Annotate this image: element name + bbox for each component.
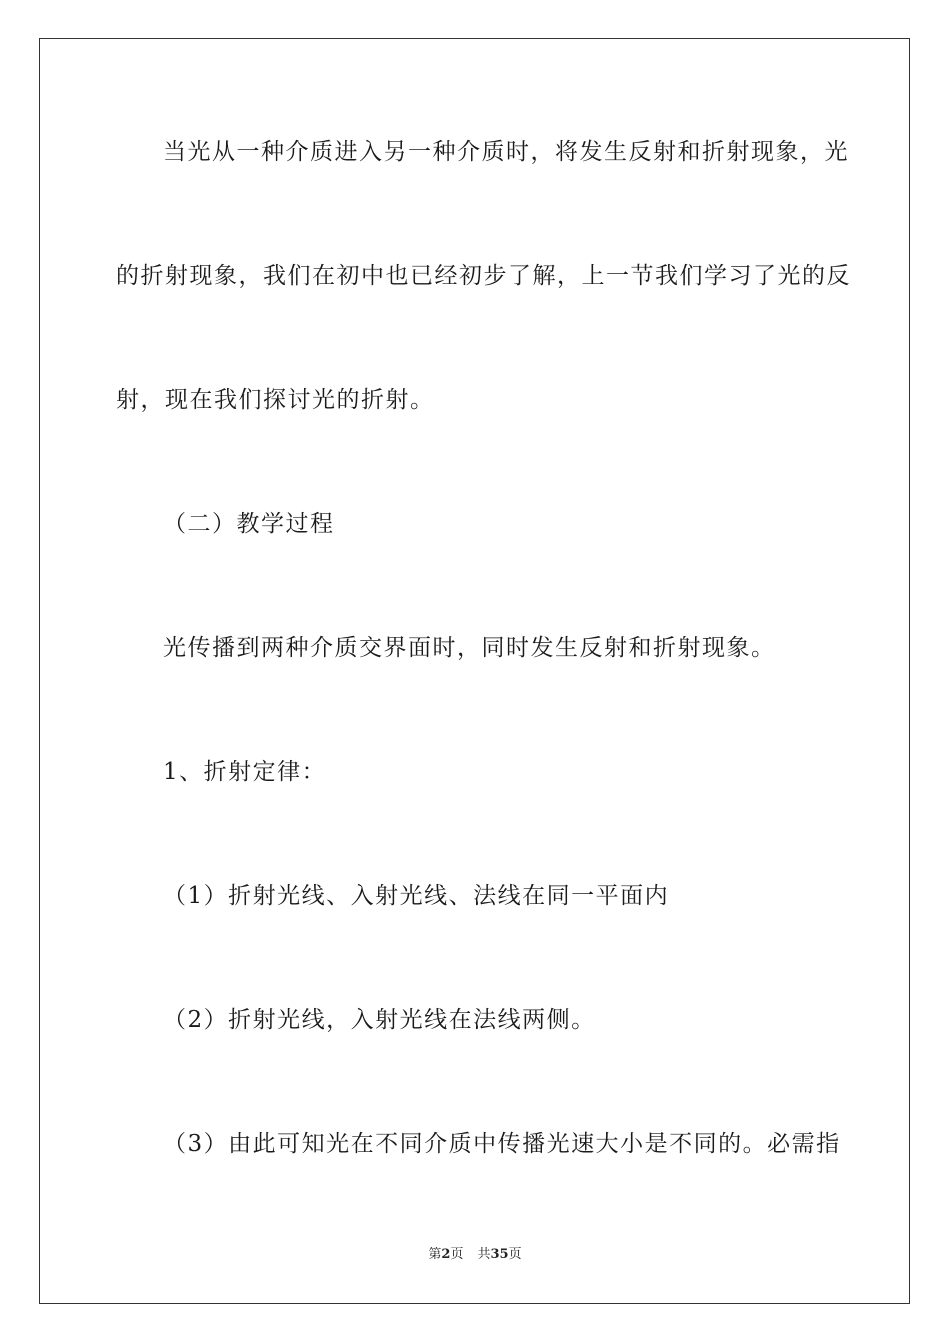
paragraph-line-1: 当光从一种介质进入另一种介质时，将发生反射和折射现象，光 xyxy=(163,139,849,165)
page-number: 2 xyxy=(441,1247,451,1262)
list-item-3: （3）由此可知光在不同介质中传播光速大小是不同的。必需指 xyxy=(163,1131,841,1157)
page-prefix: 第 xyxy=(428,1247,442,1262)
subheading-refraction-law: 1、折射定律： xyxy=(163,759,327,785)
paragraph-line-3: 射，现在我们探讨光的折射。 xyxy=(116,387,435,413)
section-heading: （二）教学过程 xyxy=(163,511,335,537)
page-border xyxy=(39,38,910,1304)
paragraph-line-2: 的折射现象，我们在初中也已经初步了解，上一节我们学习了光的反 xyxy=(116,263,851,289)
paragraph-line-5: 光传播到两种介质交界面时，同时发生反射和折射现象。 xyxy=(163,635,776,661)
page-suffix: 页 xyxy=(450,1247,464,1262)
list-item-2: （2）折射光线，入射光线在法线两侧。 xyxy=(163,1007,596,1033)
list-item-1: （1）折射光线、入射光线、法线在同一平面内 xyxy=(163,883,670,909)
page-footer xyxy=(0,1247,950,1263)
total-prefix: 共 xyxy=(477,1247,491,1262)
total-pages: 35 xyxy=(490,1247,509,1262)
total-suffix: 页 xyxy=(508,1247,522,1262)
